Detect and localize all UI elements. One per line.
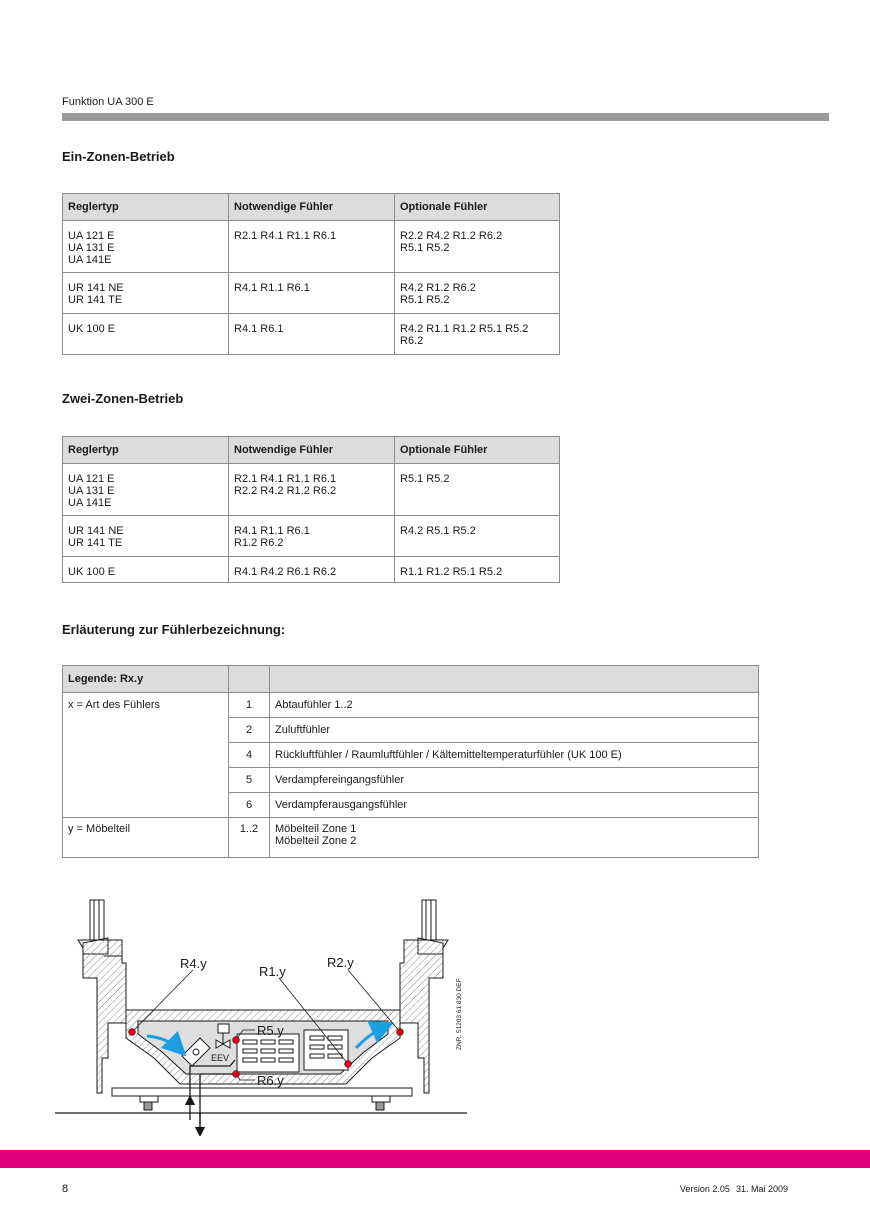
legend-desc: Verdampferausgangsfühler	[270, 793, 759, 818]
optional-cell: R5.1 R5.2	[400, 294, 450, 306]
legend-num: 4	[229, 743, 270, 768]
type-cell: UR 141 NE	[68, 525, 124, 537]
y-label: y = Möbelteil	[63, 818, 229, 858]
legend-desc: Abtaufühler 1..2	[270, 693, 759, 718]
optional-cell: R1.1 R1.2 R5.1 R5.2	[400, 566, 503, 578]
legend-desc: Rückluftfühler / Raumluftfühler / Kältemitteltemperaturfühler (UK 100 E)	[270, 743, 759, 768]
required-cell: R2.1 R4.1 R1.1 R6.1	[234, 473, 337, 485]
header-bar	[62, 113, 829, 121]
optional-cell: R4.2 R1.1 R1.2 R5.1 R5.2	[400, 323, 529, 335]
refrigerated-cabinet-diagram	[50, 888, 470, 1136]
legend-num: 1	[229, 693, 270, 718]
section-title-two-zone: Zwei-Zonen-Betrieb	[62, 391, 184, 406]
two-zone-table	[62, 436, 560, 583]
legend-desc: Verdampfereingangsfühler	[270, 768, 759, 793]
page-number: 8	[62, 1183, 69, 1195]
legend-num: 2	[229, 718, 270, 743]
table-row	[63, 314, 560, 355]
type-cell: UK 100 E	[68, 323, 116, 335]
version-info	[680, 1184, 788, 1194]
column-header-optionale: Optionale Fühler	[395, 194, 560, 221]
one-zone-table	[62, 193, 560, 355]
optional-cell: R2.2 R4.2 R1.2 R6.2	[400, 230, 503, 242]
version-label: Version 2.05	[679, 1184, 730, 1194]
table-row	[63, 557, 560, 583]
table-row	[63, 516, 560, 557]
type-cell: UR 141 NE	[68, 282, 124, 294]
label-r2: R2.y	[327, 955, 354, 970]
type-cell: UA 141E	[68, 254, 112, 266]
table-row	[63, 273, 560, 314]
header-title: Funktion UA 300 E	[62, 96, 154, 108]
required-cell: R4.1 R4.2 R6.1 R6.2	[234, 566, 337, 578]
type-cell: UA 131 E	[68, 485, 115, 497]
left-wall	[78, 900, 126, 1093]
sensor-r5-dot	[233, 1037, 240, 1044]
optional-cell: R5.1 R5.2	[400, 242, 450, 254]
optional-cell: R5.1 R5.2	[400, 473, 450, 485]
column-header-optionale: Optionale Fühler	[395, 437, 560, 464]
legend-header: Legende: Rx.y	[63, 666, 229, 693]
type-cell: UR 141 TE	[68, 537, 123, 549]
label-eev: EEV	[211, 1053, 230, 1063]
evaporator	[237, 1030, 348, 1072]
required-cell: R2.2 R4.2 R1.2 R6.2	[234, 485, 337, 497]
type-cell: UA 141E	[68, 497, 112, 509]
table-row	[63, 221, 560, 273]
required-cell: R4.1 R6.1	[234, 323, 284, 335]
column-header-reglertyp: Reglertyp	[63, 194, 229, 221]
label-r4: R4.y	[180, 956, 207, 971]
legend-num: 5	[229, 768, 270, 793]
table-row	[63, 818, 759, 858]
optional-cell: R4.2 R5.1 R5.2	[400, 525, 476, 537]
legend-header-blank	[229, 666, 270, 693]
column-header-notwendige: Notwendige Fühler	[229, 194, 395, 221]
legend-header-blank	[270, 666, 759, 693]
column-header-reglertyp: Reglertyp	[63, 437, 229, 464]
label-r5: R5.y	[257, 1023, 284, 1038]
brand-bar	[0, 1150, 870, 1168]
required-cell: R1.2 R6.2	[234, 537, 284, 549]
sensor-r4-dot	[129, 1029, 136, 1036]
sensor-r2-dot	[397, 1029, 404, 1036]
version-date: 31. Mai 2009	[735, 1184, 788, 1194]
type-cell: UA 121 E	[68, 473, 115, 485]
x-label: x = Art des Fühlers	[63, 693, 229, 818]
required-cell: R4.1 R1.1 R6.1	[234, 525, 310, 537]
legend-desc: Möbelteil Zone 1	[275, 823, 357, 835]
legend-num: 6	[229, 793, 270, 818]
type-cell: UA 131 E	[68, 242, 115, 254]
required-cell: R2.1 R4.1 R1.1 R6.1	[234, 230, 337, 242]
column-header-notwendige: Notwendige Fühler	[229, 437, 395, 464]
legend-desc: Zuluftfühler	[270, 718, 759, 743]
sensor-r6-dot	[233, 1071, 240, 1078]
optional-cell: R4.2 R1.2 R6.2	[400, 282, 476, 294]
label-r6: R6.y	[257, 1073, 284, 1088]
label-r1: R1.y	[259, 964, 286, 979]
legend-num: 1..2	[229, 818, 270, 858]
table-row	[63, 464, 560, 516]
optional-cell: R6.2	[400, 335, 424, 347]
required-cell: R4.1 R1.1 R6.1	[234, 282, 310, 294]
sensor-r1-dot	[345, 1061, 352, 1068]
legend-table	[62, 665, 759, 858]
section-title-legend: Erläuterung zur Fühlerbezeichnung:	[62, 622, 286, 637]
table-row	[63, 693, 759, 718]
diagram-code: ZNR. 51203 61 830 DEF	[456, 978, 463, 1050]
legend-desc: Möbelteil Zone 2	[275, 835, 357, 847]
type-cell: UK 100 E	[68, 566, 116, 578]
type-cell: UR 141 TE	[68, 294, 123, 306]
type-cell: UA 121 E	[68, 230, 115, 242]
section-title-one-zone: Ein-Zonen-Betrieb	[62, 149, 175, 164]
right-wall	[400, 900, 448, 1093]
